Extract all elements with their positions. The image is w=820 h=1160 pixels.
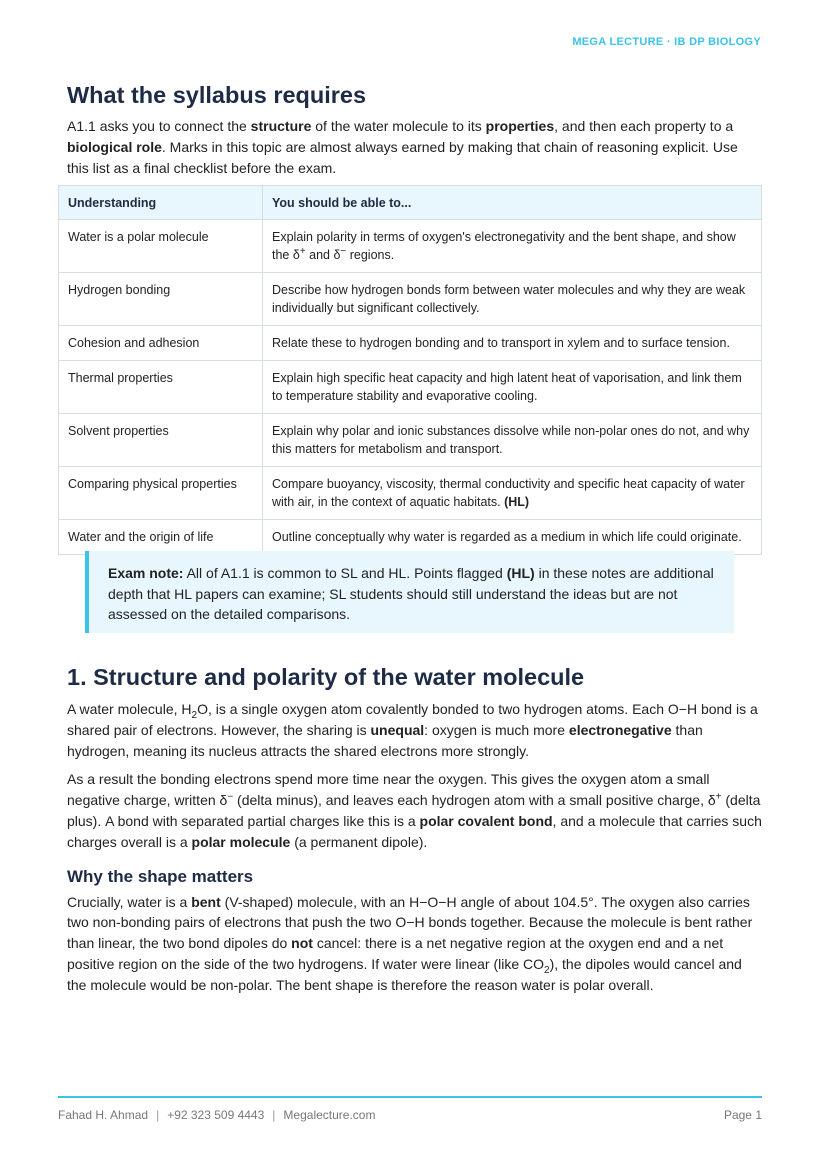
requirement-cell: Relate these to hydrogen bonding and to transport in xylem and to surface tension. bbox=[263, 326, 762, 361]
requirement-cell: Describe how hydrogen bonds form between water molecules and why they are weak individually but significant collectively. bbox=[263, 273, 762, 326]
section-1 bbox=[67, 660, 762, 996]
table-row bbox=[59, 361, 762, 414]
syllabus-table bbox=[58, 185, 762, 555]
hl-flag: (HL) bbox=[504, 495, 530, 509]
table-row bbox=[59, 273, 762, 326]
footer-site-link[interactable]: Megalecture.com bbox=[283, 1108, 376, 1122]
understanding-cell: Comparing physical properties bbox=[59, 467, 263, 520]
syllabus-title: What the syllabus requires bbox=[67, 82, 367, 108]
shape-subheading: Why the shape matters bbox=[67, 866, 254, 886]
syllabus-intro: A1.1 asks you to connect the structure of the water molecule to its properties, and then each property to a biological role. Marks in this topic are almost always earned by making that chain of reasoning explicit. Use this list as a final checklist before the exam. bbox=[67, 118, 738, 176]
footer-divider bbox=[58, 1096, 762, 1098]
table-header-able-to: You should be able to... bbox=[263, 186, 762, 220]
understanding-cell: Water is a polar molecule bbox=[59, 220, 263, 273]
footer-author: Fahad H. Ahmad bbox=[58, 1108, 149, 1122]
table-row bbox=[59, 220, 762, 273]
footer-contact: Fahad H. Ahmad | +92 323 509 4443 | Megalecture.com bbox=[58, 1108, 376, 1122]
understanding-cell: Cohesion and adhesion bbox=[59, 326, 263, 361]
table-header-row bbox=[59, 186, 762, 220]
exam-note-text: Exam note: All of A1.1 is common to SL and HL. Points flagged (HL) in these notes are additional depth that HL papers can examine; SL students should still understand the ideas but are not assessed on the detailed comparisons. bbox=[108, 565, 714, 622]
understanding-cell: Solvent properties bbox=[59, 414, 263, 467]
table-row bbox=[59, 520, 762, 555]
understanding-cell: Hydrogen bonding bbox=[59, 273, 263, 326]
shape-paragraph: Crucially, water is a bent (V-shaped) molecule, with an H−O−H angle of about 104.5°. The oxygen also carries two non-bonding pairs of electrons that push the two O−H bonds together. Because the molecule is bent rather than linear, the two bond dipoles do not cancel: there is a net negative region at the oxygen end and a net positive region on the side of the two hydrogens. If water were linear (like $CO_2$), the dipoles would cancel and the molecule would be non-polar. The bent shape is therefore the reason water is polar overall. bbox=[67, 893, 753, 993]
understanding-cell: Thermal properties bbox=[59, 361, 263, 414]
section-1-paragraph-1: A water molecule, $H_2O$, is a single oxygen atom covalently bonded to two hydrogen atoms. Each O−H bond is a shared pair of electrons. However, the sharing is unequal: oxygen is much more electronegative than hydrogen, meaning its nucleus attracts the shared electrons more strongly. bbox=[67, 701, 758, 759]
section-1-title: 1. Structure and polarity of the water molecule bbox=[67, 664, 585, 690]
content bbox=[67, 78, 762, 178]
footer-phone: +92 323 509 4443 bbox=[167, 1108, 265, 1122]
requirement-cell: Explain polarity in terms of oxygen's electronegativity and the bent shape, and show the δ+ and δ− regions. bbox=[263, 220, 762, 273]
page-number: Page 1 bbox=[723, 1108, 762, 1122]
understanding-cell: Water and the origin of life bbox=[59, 520, 263, 555]
table-row bbox=[59, 467, 762, 520]
table-row bbox=[59, 414, 762, 467]
header-tag: MEGA LECTURE · IB DP BIOLOGY bbox=[572, 36, 761, 48]
table-header-understanding: Understanding bbox=[59, 186, 263, 220]
exam-note-callout bbox=[85, 551, 734, 633]
requirement-cell: Explain why polar and ionic substances dissolve while non-polar ones do not, and why this matters for metabolism and transport. bbox=[263, 414, 762, 467]
requirement-cell: Compare buoyancy, viscosity, thermal conductivity and specific heat capacity of water with air, in the context of aquatic habitats. (HL) bbox=[263, 467, 762, 520]
requirement-cell: Explain high specific heat capacity and high latent heat of vaporisation, and link them to temperature stability and evaporative cooling. bbox=[263, 361, 762, 414]
table-row bbox=[59, 326, 762, 361]
requirement-cell: Outline conceptually why water is regarded as a medium in which life could originate. bbox=[263, 520, 762, 555]
section-1-paragraph-2: As a result the bonding electrons spend more time near the oxygen. This gives the oxygen atom a small negative charge, written δ− (delta minus), and leaves each hydrogen atom with a small positive charge, δ+ (delta plus). A bond with separated partial charges like this is a polar covalent bond, and a molecule that carries such charges overall is a polar molecule (a permanent dipole). bbox=[67, 771, 762, 850]
